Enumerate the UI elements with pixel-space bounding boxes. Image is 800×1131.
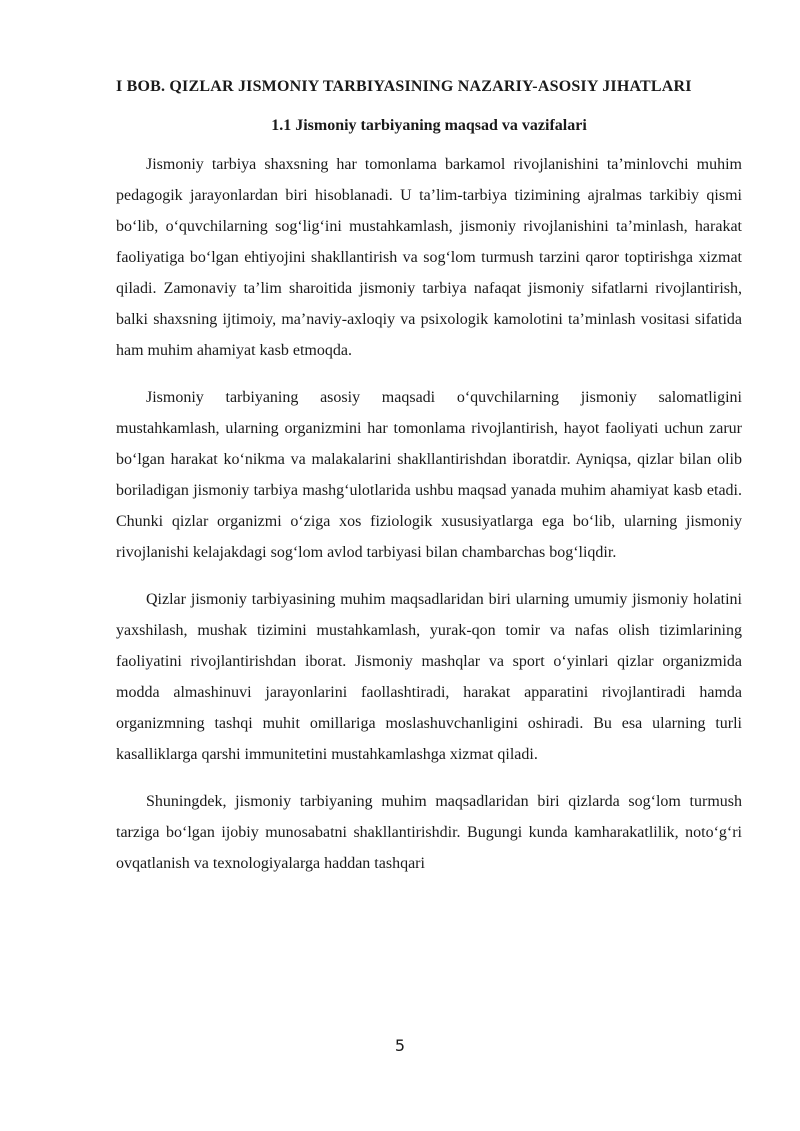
page-content xyxy=(116,76,742,895)
paragraph-4: Shuningdek, jismoniy tarbiyaning muhim maqsadlaridan biri qizlarda sog‘lom turmush tarziga bo‘lgan ijobiy munosabatni shakllantirishdir. Bugungi kunda kamharakatlilik, noto‘g‘ri ovqatlanish va texnologiyalarga haddan tashqari xyxy=(116,793,742,872)
paragraph-3: Qizlar jismoniy tarbiyasining muhim maqsadlaridan biri ularning umumiy jismoniy holatini yaxshilash, mushak tizimini mustahkamlash, yurak-qon tomir va nafas olish tizimlarining faoliyatini rivojlantirishdan iborat. Jismoniy mashqlar va sport o‘yinlari qizlar organizmida modda almashinuvi jarayonlarini faollashtiradi, harakat apparatini rivojlantiradi hamda organizmning tashqi muhit omillariga moslashuvchanligini oshiradi. Bu esa ularning turli kasalliklarga qarshi immunitetini mustahkamlashga xizmat qiladi. xyxy=(116,591,742,763)
chapter-title: I BOB. QIZLAR JISMONIY TARBIYASINING NAZARIY-ASOSIY JIHATLARI xyxy=(116,78,692,95)
section-title: 1.1 Jismoniy tarbiyaning maqsad va vazifalari xyxy=(271,117,587,134)
paragraph-2: Jismoniy tarbiyaning asosiy maqsadi o‘quvchilarning jismoniy salomatligini mustahkamlash, ularning organizmini har tomonlama rivojlantirish, hayot faoliyati uchun zarur bo‘lgan harakat ko‘nikma va malakalarini shakllantirishdan iboratdir. Ayniqsa, qizlar bilan olib boriladigan jismoniy tarbiya mashg‘ulotlarida ushbu maqsad yanada muhim ahamiyat kasb etadi. Chunki qizlar organizmi o‘ziga xos fiziologik xususiyatlarga ega bo‘lib, ularning jismoniy rivojlanishi kelajakdagi sog‘lom avlod tarbiyasi bilan chambarchas bog‘liqdir. xyxy=(116,389,742,561)
paragraph-1: Jismoniy tarbiya shaxsning har tomonlama barkamol rivojlanishini ta’minlovchi muhim pedagogik jarayonlardan biri hisoblanadi. U ta’lim-tarbiya tizimining ajralmas tarkibiy qismi bo‘lib, o‘quvchilarning sog‘lig‘ini mustahkamlash, jismoniy rivojlanishini ta’minlash, harakat faoliyatiga bo‘lgan ehtiyojini shakllantirish va sog‘lom turmush tarzini qaror toptirishga xizmat qiladi. Zamonaviy ta’lim sharoitida jismoniy tarbiya nafaqat jismoniy sifatlarni rivojlantirish, balki shaxsning ijtimoiy, ma’naviy-axloqiy va psixologik kamolotini ta’minlash vositasi sifatida ham muhim ahamiyat kasb etmoqda. xyxy=(116,156,742,359)
page-number: 5 xyxy=(394,1036,406,1055)
